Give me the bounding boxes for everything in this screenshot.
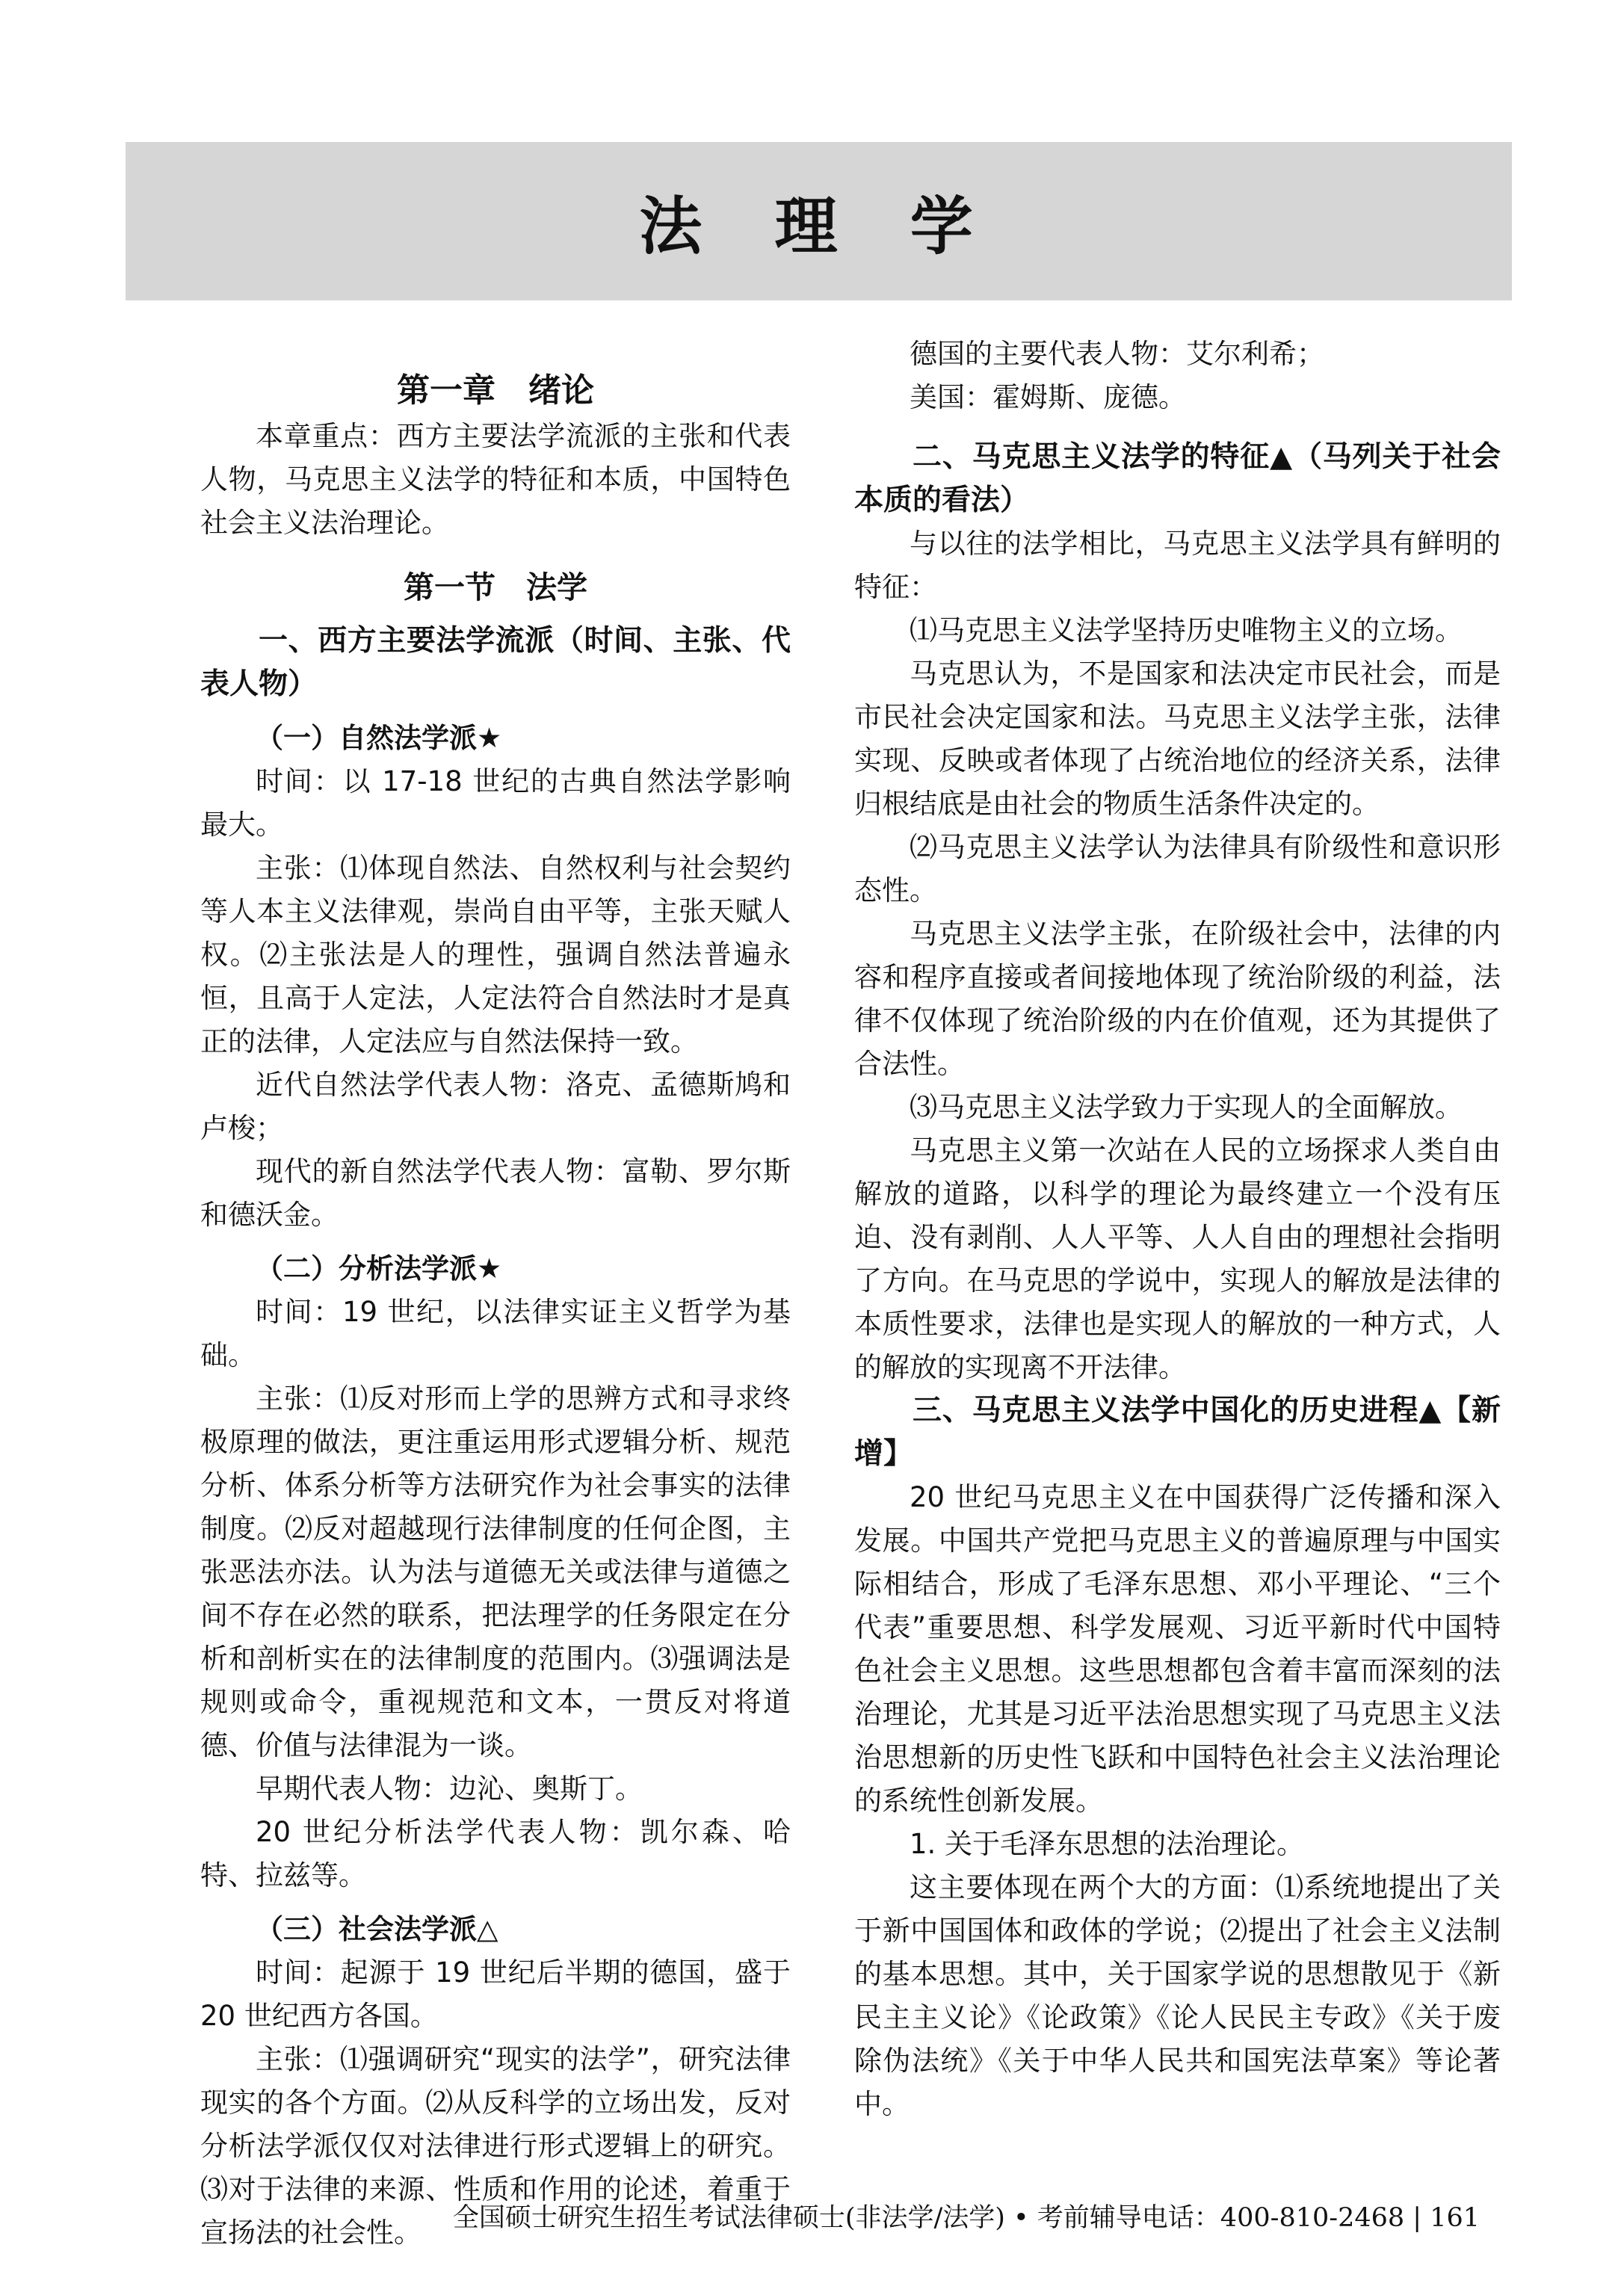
right-column xyxy=(854,333,1501,2126)
page-footer: 全国硕士研究生招生考试法律硕士(非法学/法学) • 考前辅导电话：400-810-2468 | 161 xyxy=(452,2203,1480,2233)
item2-heading: 二、马克思主义法学的特征▲（马列关于社会本质的看法） xyxy=(854,440,1501,517)
page-title: 法 理 学 xyxy=(639,189,998,263)
paragraph: 主张：⑴强调研究“现实的法学”，研究法律现实的各个方面。⑵从反科学的立场出发，反对分析法学派仅仅对法律进行形式逻辑上的研究。⑶对于法律的来源、性质和作用的论述，着重于宣扬法的社会性。 xyxy=(200,2043,791,2249)
paragraph: 马克思主义法学主张，在阶级社会中，法律的内容和程序直接或者间接地体现了统治阶级的利益，法律不仅体现了统治阶级的内在价值观，还为其提供了合法性。 xyxy=(854,918,1501,1080)
sub1-heading: （一）自然法学派★ xyxy=(256,722,502,754)
paragraph: 近代自然法学代表人物：洛克、孟德斯鸠和卢梭； xyxy=(200,1069,791,1144)
paragraph: 与以往的法学相比，马克思主义法学具有鲜明的特征： xyxy=(854,528,1501,603)
paragraph: 20 世纪马克思主义在中国获得广泛传播和深入发展。中国共产党把马克思主义的普遍原理与中国实际相结合，形成了毛泽东思想、邓小平理论、“三个代表”重要思想、科学发展观、习近平新时代中国特色社会主义思想。这些思想都包含着丰富而深刻的法治理论，尤其是习近平法治思想实现了马克思主义法治思想新的历史性飞跃和中国特色社会主义法治理论的系统性创新发展。 xyxy=(854,1481,1501,1817)
item3-heading: 三、马克思主义法学中国化的历史进程▲【新增】 xyxy=(854,1394,1501,1471)
item1-heading: 一、西方主要法学流派（时间、主张、代表人物） xyxy=(200,624,791,701)
paragraph: 1. 关于毛泽东思想的法治理论。 xyxy=(910,1828,1305,1860)
title-banner xyxy=(126,142,1512,300)
paragraph: 美国：霍姆斯、庞德。 xyxy=(910,381,1186,413)
feature-heading: ⑴马克思主义法学坚持历史唯物主义的立场。 xyxy=(910,614,1463,646)
left-column xyxy=(200,333,791,2255)
sub3-heading: （三）社会法学派△ xyxy=(256,1913,498,1945)
paragraph: 时间：以 17-18 世纪的古典自然法学影响最大。 xyxy=(200,765,791,841)
paragraph: 这主要体现在两个大的方面：⑴系统地提出了关于新中国国体和政体的学说；⑵提出了社会主义法制的基本思想。其中，关于国家学说的思想散见于《新民主主义论》《论政策》《论人民民主专政》《关于废除伪法统》《关于中华人民共和国宪法草案》等论著中。 xyxy=(854,1871,1501,2120)
paragraph: 德国的主要代表人物：艾尔利希； xyxy=(910,338,1324,370)
paragraph: 马克思认为，不是国家和法决定市民社会，而是市民社会决定国家和法。马克思主义法学主张，法律实现、反映或者体现了占统治地位的经济关系，法律归根结底是由社会的物质生活条件决定的。 xyxy=(854,658,1501,820)
paragraph: 马克思主义第一次站在人民的立场探求人类自由解放的道路，以科学的理论为最终建立一个没有压迫、没有剥削、人人平等、人人自由的理想社会指明了方向。在马克思的学说中，实现人的解放是法律的本质性要求，法律也是实现人的解放的一种方式，人的解放的实现离不开法律。 xyxy=(854,1134,1501,1383)
paragraph: 主张：⑴反对形而上学的思辨方式和寻求终极原理的做法，更注重运用形式逻辑分析、规范分析、体系分析等方法研究作为社会事实的法律制度。⑵反对超越现行法律制度的任何企图，主张恶法亦法。认为法与道德无关或法律与道德之间不存在必然的联系，把法理学的任务限定在分析和剖析实在的法律制度的范围内。⑶强调法是规则或命令，重视规范和文本，一贯反对将道德、价值与法律混为一谈。 xyxy=(200,1383,791,1761)
paragraph: 早期代表人物：边沁、奥斯丁。 xyxy=(256,1773,643,1805)
paragraph: 20 世纪分析法学代表人物：凯尔森、哈特、拉兹等。 xyxy=(200,1816,791,1891)
paragraph: 现代的新自然法学代表人物：富勒、罗尔斯和德沃金。 xyxy=(200,1155,791,1231)
feature-heading: ⑵马克思主义法学认为法律具有阶级性和意识形态性。 xyxy=(854,831,1501,906)
chapter-focus: 本章重点：西方主要法学流派的主张和代表人物，马克思主义法学的特征和本质，中国特色社会主义法治理论。 xyxy=(200,420,791,539)
paragraph: 时间：起源于 19 世纪后半期的德国，盛于 20 世纪西方各国。 xyxy=(200,1956,791,2032)
chapter-title: 第一章 绪论 xyxy=(397,371,594,410)
sub2-heading: （二）分析法学派★ xyxy=(256,1252,502,1285)
section-title: 第一节 法学 xyxy=(404,569,587,605)
paragraph: 主张：⑴体现自然法、自然权利与社会契约等人本主义法律观，崇尚自由平等，主张天赋人权。⑵主张法是人的理性，强调自然法普遍永恒，且高于人定法，人定法符合自然法时才是真正的法律，人定法应与自然法保持一致。 xyxy=(200,852,791,1057)
paragraph: 时间：19 世纪，以法律实证主义哲学为基础。 xyxy=(200,1296,791,1371)
feature-heading: ⑶马克思主义法学致力于实现人的全面解放。 xyxy=(910,1091,1463,1123)
